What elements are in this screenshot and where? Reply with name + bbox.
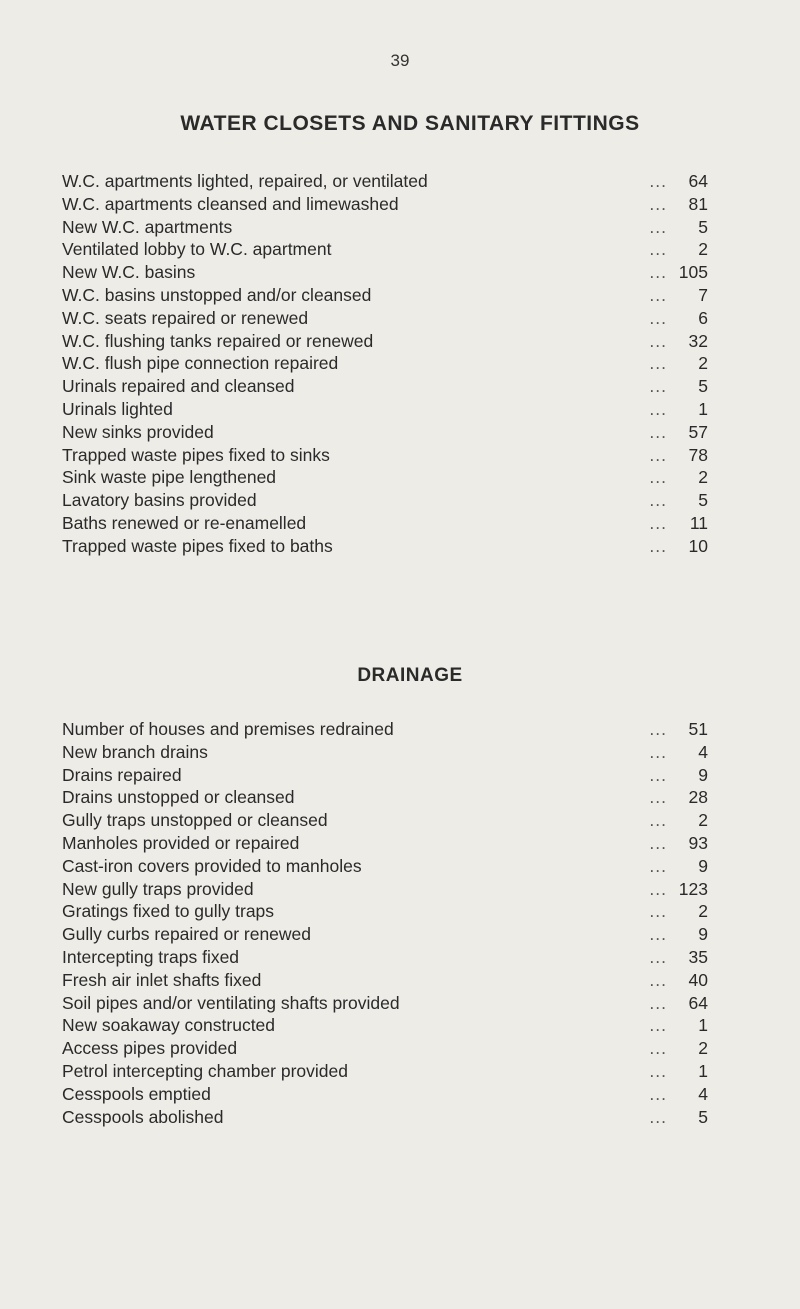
item-label: Manholes provided or repaired — [62, 832, 300, 853]
item-value: 5 — [698, 490, 708, 511]
list-item — [62, 398, 722, 421]
item-value: 2 — [698, 467, 708, 488]
leader-dots: ... — [649, 490, 667, 511]
item-label: New branch drains — [62, 741, 208, 762]
item-value: 51 — [688, 719, 708, 739]
item-value: 2 — [698, 1038, 708, 1059]
item-value: 6 — [698, 307, 708, 328]
item-label: Drains repaired — [62, 764, 182, 785]
list-item — [62, 307, 722, 330]
list-item — [62, 718, 722, 741]
leader-dots: ... — [649, 330, 667, 351]
leader-dots: ... — [649, 535, 667, 556]
list-item — [62, 992, 722, 1015]
item-label: Access pipes provided — [62, 1038, 238, 1059]
item-value: 2 — [698, 353, 708, 374]
list-item — [62, 193, 722, 216]
item-label: Petrol intercepting chamber provided — [62, 1060, 348, 1081]
leader-dots: ... — [649, 719, 667, 739]
item-label: New sinks provided — [62, 421, 214, 442]
item-value: 2 — [698, 239, 708, 260]
item-value: 32 — [688, 330, 708, 351]
item-value: 5 — [698, 376, 708, 397]
list-item — [62, 512, 722, 535]
item-label: New W.C. basins — [62, 262, 196, 283]
leader-dots: ... — [649, 239, 667, 260]
item-value: 81 — [688, 193, 708, 214]
leader-dots: ... — [649, 741, 667, 762]
list-item — [62, 764, 722, 787]
item-value: 5 — [698, 216, 708, 237]
leader-dots: ... — [649, 216, 667, 237]
list-item — [62, 466, 722, 489]
item-label: Urinals repaired and cleansed — [62, 376, 295, 397]
list-item — [62, 900, 722, 923]
item-label: Baths renewed or re-enamelled — [62, 512, 307, 533]
leader-dots: ... — [649, 262, 667, 283]
item-value: 9 — [698, 855, 708, 876]
leader-dots: ... — [649, 1038, 667, 1059]
leader-dots: ... — [649, 901, 667, 922]
list-item — [62, 489, 722, 512]
leader-dots: ... — [649, 307, 667, 328]
item-label: New soakaway constructed — [62, 1015, 276, 1036]
item-value: 4 — [698, 1083, 708, 1104]
list-item — [62, 170, 722, 193]
item-value: 1 — [698, 1015, 708, 1036]
item-label: Trapped waste pipes fixed to sinks — [62, 444, 330, 465]
list-item — [62, 1014, 722, 1037]
item-label: Gully traps unstopped or cleansed — [62, 810, 328, 831]
item-value: 10 — [688, 535, 708, 556]
list-item — [62, 238, 722, 261]
list-item — [62, 878, 722, 901]
water-closets-list — [62, 170, 722, 558]
leader-dots: ... — [649, 284, 667, 305]
list-item — [62, 1060, 722, 1083]
item-value: 11 — [689, 512, 708, 533]
list-item — [62, 535, 722, 558]
leader-dots: ... — [649, 855, 667, 876]
list-item — [62, 923, 722, 946]
list-item — [62, 832, 722, 855]
item-value: 1 — [698, 398, 708, 419]
list-item — [62, 741, 722, 764]
item-label: W.C. seats repaired or renewed — [62, 307, 309, 328]
leader-dots: ... — [649, 969, 667, 990]
item-value: 1 — [698, 1060, 708, 1081]
leader-dots: ... — [649, 832, 667, 853]
item-value: 40 — [688, 969, 708, 990]
item-label: Gratings fixed to gully traps — [62, 901, 275, 922]
item-label: W.C. apartments cleansed and limewashed — [62, 193, 399, 214]
item-value: 9 — [698, 924, 708, 945]
leader-dots: ... — [649, 376, 667, 397]
item-value: 9 — [698, 764, 708, 785]
item-value: 4 — [698, 741, 708, 762]
item-value: 78 — [688, 444, 708, 465]
leader-dots: ... — [649, 764, 667, 785]
list-item — [62, 330, 722, 353]
item-label: Drains unstopped or cleansed — [62, 787, 295, 808]
leader-dots: ... — [649, 421, 667, 442]
list-item — [62, 855, 722, 878]
leader-dots: ... — [649, 171, 667, 191]
item-value: 2 — [698, 901, 708, 922]
drainage-list — [62, 718, 722, 1128]
item-value: 57 — [688, 421, 708, 442]
list-item — [62, 261, 722, 284]
item-value: 7 — [698, 284, 708, 305]
item-value: 64 — [688, 992, 708, 1013]
leader-dots: ... — [649, 787, 667, 808]
item-label: Soil pipes and/or ventilating shafts provided — [62, 992, 400, 1013]
list-item — [62, 946, 722, 969]
leader-dots: ... — [649, 1060, 667, 1081]
item-label: Cast-iron covers provided to manholes — [62, 855, 362, 876]
item-label: New W.C. apartments — [62, 216, 233, 237]
item-value: 105 — [678, 262, 708, 283]
page-number: 39 — [390, 51, 410, 70]
list-item — [62, 786, 722, 809]
list-item — [62, 809, 722, 832]
item-label: Gully curbs repaired or renewed — [62, 924, 312, 945]
item-label: Lavatory basins provided — [62, 490, 257, 511]
item-label: W.C. flush pipe connection repaired — [62, 353, 339, 374]
leader-dots: ... — [649, 878, 667, 899]
section-heading-drainage: DRAINAGE — [357, 665, 463, 686]
list-item — [62, 969, 722, 992]
list-item — [62, 1106, 722, 1129]
leader-dots: ... — [649, 444, 667, 465]
leader-dots: ... — [649, 992, 667, 1013]
item-value: 5 — [698, 1106, 708, 1127]
list-item — [62, 1083, 722, 1106]
list-item — [62, 352, 722, 375]
leader-dots: ... — [649, 398, 667, 419]
item-label: W.C. apartments lighted, repaired, or ventilated — [62, 171, 428, 191]
item-label: Ventilated lobby to W.C. apartment — [62, 239, 332, 260]
item-value: 93 — [688, 832, 708, 853]
leader-dots: ... — [649, 1015, 667, 1036]
item-label: W.C. flushing tanks repaired or renewed — [62, 330, 374, 351]
list-item — [62, 421, 722, 444]
item-label: Urinals lighted — [62, 398, 173, 419]
item-value: 35 — [688, 946, 708, 967]
item-label: Trapped waste pipes fixed to baths — [62, 535, 333, 556]
list-item — [62, 444, 722, 467]
item-value: 2 — [698, 810, 708, 831]
item-label: Cesspools abolished — [62, 1106, 224, 1127]
leader-dots: ... — [649, 193, 667, 214]
leader-dots: ... — [649, 512, 667, 533]
item-value: 28 — [688, 787, 708, 808]
leader-dots: ... — [649, 1083, 667, 1104]
list-item — [62, 216, 722, 239]
leader-dots: ... — [649, 1106, 667, 1127]
leader-dots: ... — [649, 353, 667, 374]
list-item — [62, 284, 722, 307]
item-value: 64 — [688, 171, 708, 191]
item-value: 123 — [678, 878, 708, 899]
item-label: Intercepting traps fixed — [62, 946, 240, 967]
leader-dots: ... — [649, 467, 667, 488]
leader-dots: ... — [649, 810, 667, 831]
leader-dots: ... — [649, 924, 667, 945]
item-label: Sink waste pipe lengthened — [62, 467, 277, 488]
list-item — [62, 375, 722, 398]
list-item — [62, 1037, 722, 1060]
section-heading-water-closets: WATER CLOSETS AND SANITARY FITTINGS — [180, 112, 640, 135]
item-label: Number of houses and premises redrained — [62, 719, 394, 739]
item-label: Cesspools emptied — [62, 1083, 211, 1104]
item-label: W.C. basins unstopped and/or cleansed — [62, 284, 372, 305]
leader-dots: ... — [649, 946, 667, 967]
item-label: Fresh air inlet shafts fixed — [62, 969, 262, 990]
item-label: New gully traps provided — [62, 878, 254, 899]
